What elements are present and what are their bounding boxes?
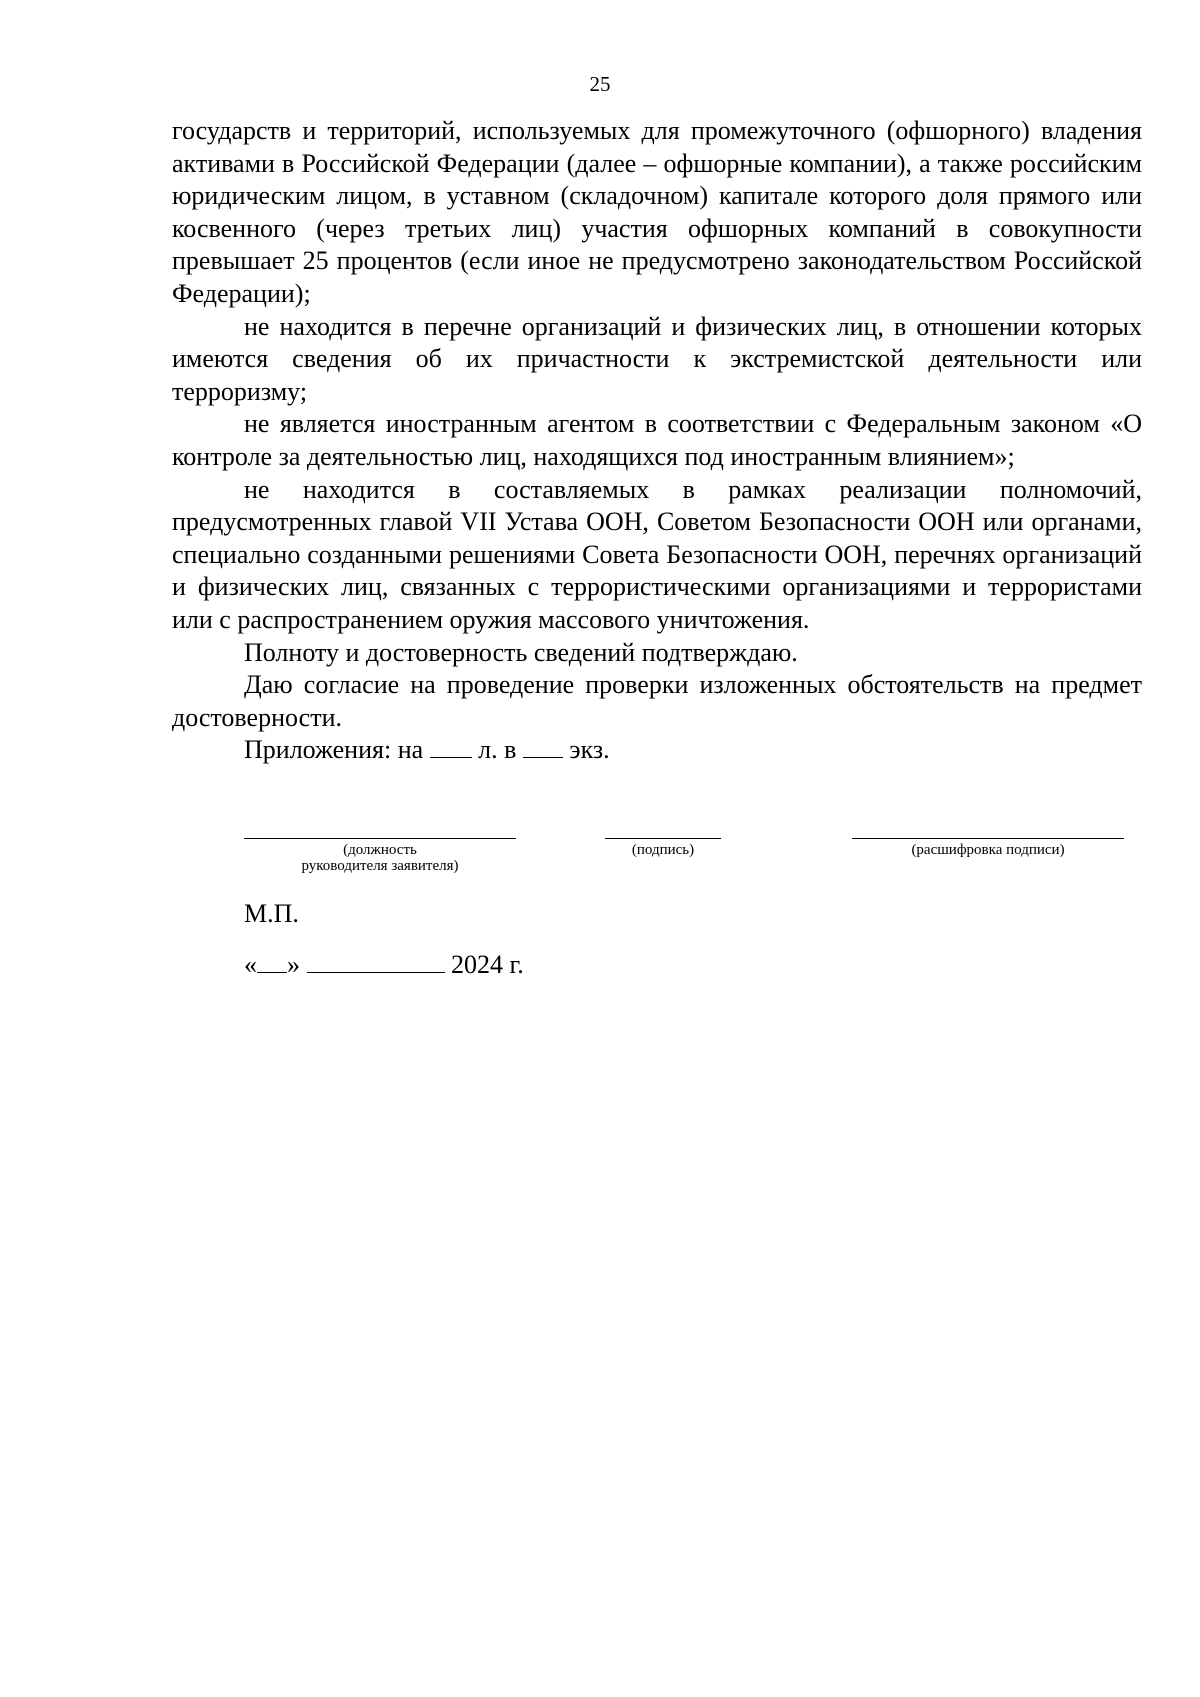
- attachments-middle: л. в: [478, 735, 517, 765]
- attachments-line: [172, 734, 1142, 767]
- attachments-pages-blank: [430, 735, 472, 758]
- date-close-quote: »: [287, 950, 300, 979]
- signature-line: [605, 838, 721, 839]
- date-month-blank: [307, 950, 445, 973]
- attachments-prefix: Приложения: на: [244, 735, 424, 765]
- signature-caption: (подпись): [631, 842, 695, 858]
- paragraph-confirmation: Полноту и достоверность сведений подтверждаю.: [244, 637, 798, 667]
- position-caption-line2: руководителя заявителя): [301, 858, 459, 874]
- decoding-line: [852, 838, 1124, 839]
- document-body: [172, 115, 1142, 767]
- date-year: 2024 г.: [451, 950, 524, 979]
- page-number: 25: [589, 72, 611, 96]
- signature-block: [0, 828, 1200, 888]
- paragraph-extremism-list: не находится в перечне организаций и физических лиц, в отношении которых имеются сведения об их причастности к экстремистской деятельности или терроризму;: [172, 311, 1142, 406]
- stamp-label: М.П.: [244, 899, 299, 928]
- paragraph-un-sanctions: не находится в составляемых в рамках реализации полномочий, предусмотренных главой VII Устава ООН, Советом Безопасности ООН или органами, специально созданными решениями Совета Безопасности ООН, перечнях организаций и физических лиц, связанных с террористическими организациями и террористами или с распространением оружия массового уничтожения.: [172, 474, 1142, 634]
- paragraph-consent: Даю согласие на проведение проверки изложенных обстоятельств на предмет достоверности.: [172, 670, 1142, 732]
- position-caption: [244, 842, 516, 874]
- paragraph-foreign-agent: не является иностранным агентом в соответствии с Федеральным законом «О контроле за деятельностью лиц, находящихся под иностранным влиянием»;: [172, 409, 1142, 471]
- position-line: [244, 838, 516, 839]
- date-line: [244, 949, 524, 981]
- attachments-suffix: экз.: [569, 735, 610, 765]
- date-day-blank: [257, 950, 287, 973]
- date-open-quote: «: [244, 950, 257, 979]
- paragraph-offshore: государств и территорий, используемых для промежуточного (офшорного) владения активами в Российской Федерации (далее – офшорные компании), а также российским юридическим лицом, в уставном (складочном) капитале которого доля прямого или косвенного (через третьих лиц) участия офшорных компаний в совокупности превышает 25 процентов (если иное не предусмотрено законодательством Российской Федерации);: [172, 116, 1142, 308]
- attachments-copies-blank: [523, 735, 563, 758]
- position-caption-line1: (должность: [343, 842, 417, 858]
- decoding-caption: (расшифровка подписи): [911, 842, 1065, 858]
